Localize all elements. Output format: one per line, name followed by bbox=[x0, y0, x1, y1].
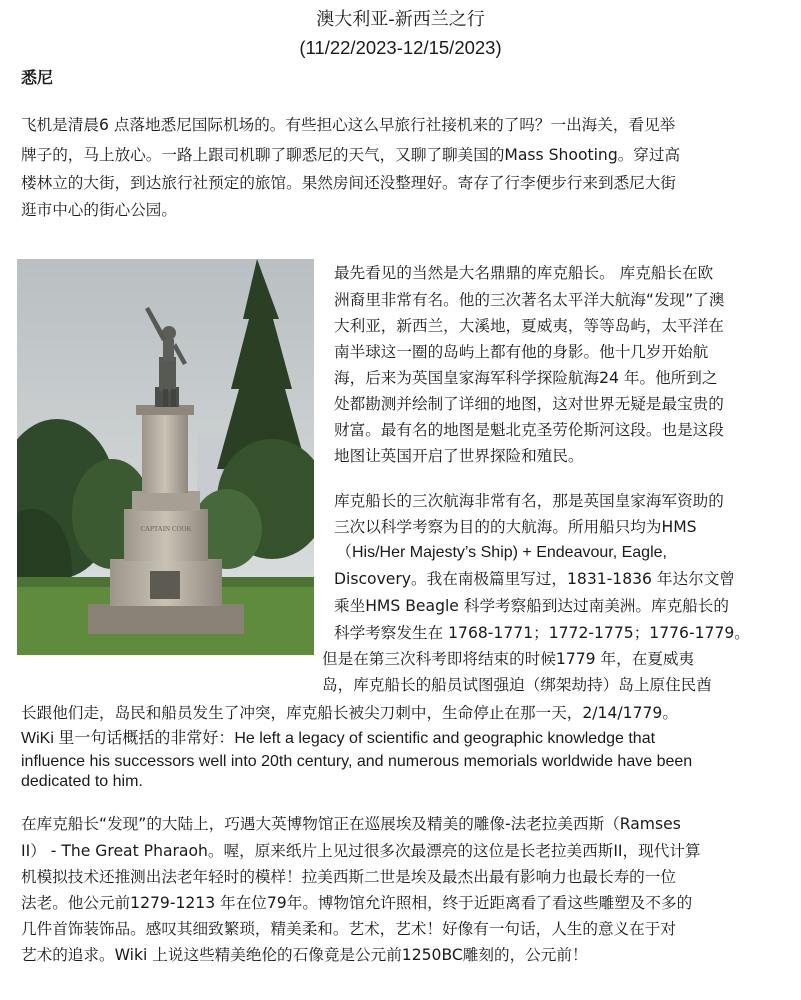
cook-text-line: 三次以科学考察为目的的大航海。所用船只均为HMS bbox=[334, 518, 697, 536]
cook-text-line: （His/Her Majesty’s Ship) + Endeavour, Eagle, bbox=[336, 544, 667, 561]
ramses-text-line: 法老。他公元前1279-1213 年在位79年。博物馆允许照相，终于近距离看了看这些雕塑及不多的 bbox=[21, 894, 693, 912]
cook-text-line: 长跟他们走，岛民和船员发生了冲突，库克船长被尖刀刺中，生命停止在那一天，2/14/1779。 bbox=[21, 704, 678, 722]
wiki-quote-line: WiKi 里一句话概括的非常好：He left a legacy of scientific and geographic knowledge that bbox=[21, 730, 656, 747]
intro-line: 飞机是清晨6 点落地悉尼国际机场的。有些担心这么早旅行社接机来的了吗？一出海关，看见举 bbox=[21, 116, 676, 134]
cook-text-line: 处都勘测并绘制了详细的地图，这对世界无疑是最宝贵的 bbox=[334, 395, 724, 413]
cook-text-line: 库克船长的三次航海非常有名，那是英国皇家海军资助的 bbox=[334, 492, 724, 510]
ramses-text-line: 艺术的追求。Wiki 上说这些精美绝伦的石像竟是公元前1250BC雕刻的，公元前！ bbox=[21, 946, 588, 964]
intro-line: 牌子的，马上放心。一路上跟司机聊了聊悉尼的天气，又聊了聊美国的Mass Shooting。穿过高 bbox=[21, 146, 681, 164]
cook-text-line: 海，后来为英国皇家海军科学探险航海24 年。他所到之 bbox=[334, 369, 718, 387]
wiki-quote-line: dedicated to him. bbox=[21, 773, 143, 790]
cook-text-line: 洲裔里非常有名。他的三次著名太平洋大航海“发现”了澳 bbox=[334, 291, 725, 309]
section-heading-sydney: 悉尼 bbox=[21, 68, 54, 87]
ramses-text-line: 在库克船长“发现”的大陆上，巧遇大英博物馆正在巡展埃及精美的雕像-法老拉美西斯（Ramses bbox=[21, 815, 681, 833]
intro-line: 楼林立的大街，到达旅行社预定的旅馆。果然房间还没整理好。寄存了行李便步行来到悉尼大街 bbox=[21, 174, 676, 192]
cook-text-line: 但是在第三次科考即将结束的时候1779 年，在夏威夷 bbox=[322, 650, 695, 668]
cook-text-line: 最先看见的当然是大名鼎鼎的库克船长。 库克船长在欧 bbox=[334, 264, 714, 282]
plaque-inscription: CAPTAIN COOK bbox=[140, 525, 192, 533]
intro-line: 逛市中心的街心公园。 bbox=[21, 201, 177, 219]
ramses-text-line: II） - The Great Pharaoh。喔，原来纸片上见过很多次最漂亮的这位是长老拉美西斯II，现代计算 bbox=[21, 842, 701, 860]
cook-text-line: 乘坐HMS Beagle 科学考察船到达过南美洲。库克船长的 bbox=[334, 597, 729, 615]
cook-text-line: 科学考察发生在 1768-1771；1772-1775；1776-1779。 bbox=[334, 624, 750, 642]
page-title: 澳大利亚-新西兰之行 bbox=[316, 9, 485, 30]
cook-text-line: 地图让英国开启了世界探险和殖民。 bbox=[334, 447, 584, 465]
cook-text-line: Discovery。我在南极篇里写过，1831-1836 年达尔文曾 bbox=[334, 570, 735, 588]
ramses-text-line: 机模拟技术还推测出法老年轻时的模样！拉美西斯二世是埃及最杰出最有影响力也最长寿的一位 bbox=[21, 868, 676, 886]
captain-cook-statue-photo bbox=[17, 259, 314, 655]
cook-text-line: 南半球这一圈的岛屿上都有他的身影。他十几岁开始航 bbox=[334, 343, 709, 361]
wiki-quote-line: influence his successors well into 20th century, and numerous memorials worldwide have been bbox=[21, 753, 693, 770]
ramses-text-line: 几件首饰装饰品。感叹其细致繁琐，精美柔和。艺术，艺术！好像有一句话，人生的意义在于对 bbox=[21, 920, 676, 938]
cook-text-line: 财富。最有名的地图是魁北克圣劳伦斯河这段。也是这段 bbox=[334, 421, 724, 439]
cook-text-line: 岛，库克船长的船员试图强迫（绑架劫持）岛上原住民酋 bbox=[322, 676, 712, 694]
cook-text-line: 大利亚，新西兰，大溪地，夏威夷，等等岛屿，太平洋在 bbox=[334, 317, 724, 335]
trip-dates: (11/22/2023-12/15/2023) bbox=[299, 37, 502, 58]
